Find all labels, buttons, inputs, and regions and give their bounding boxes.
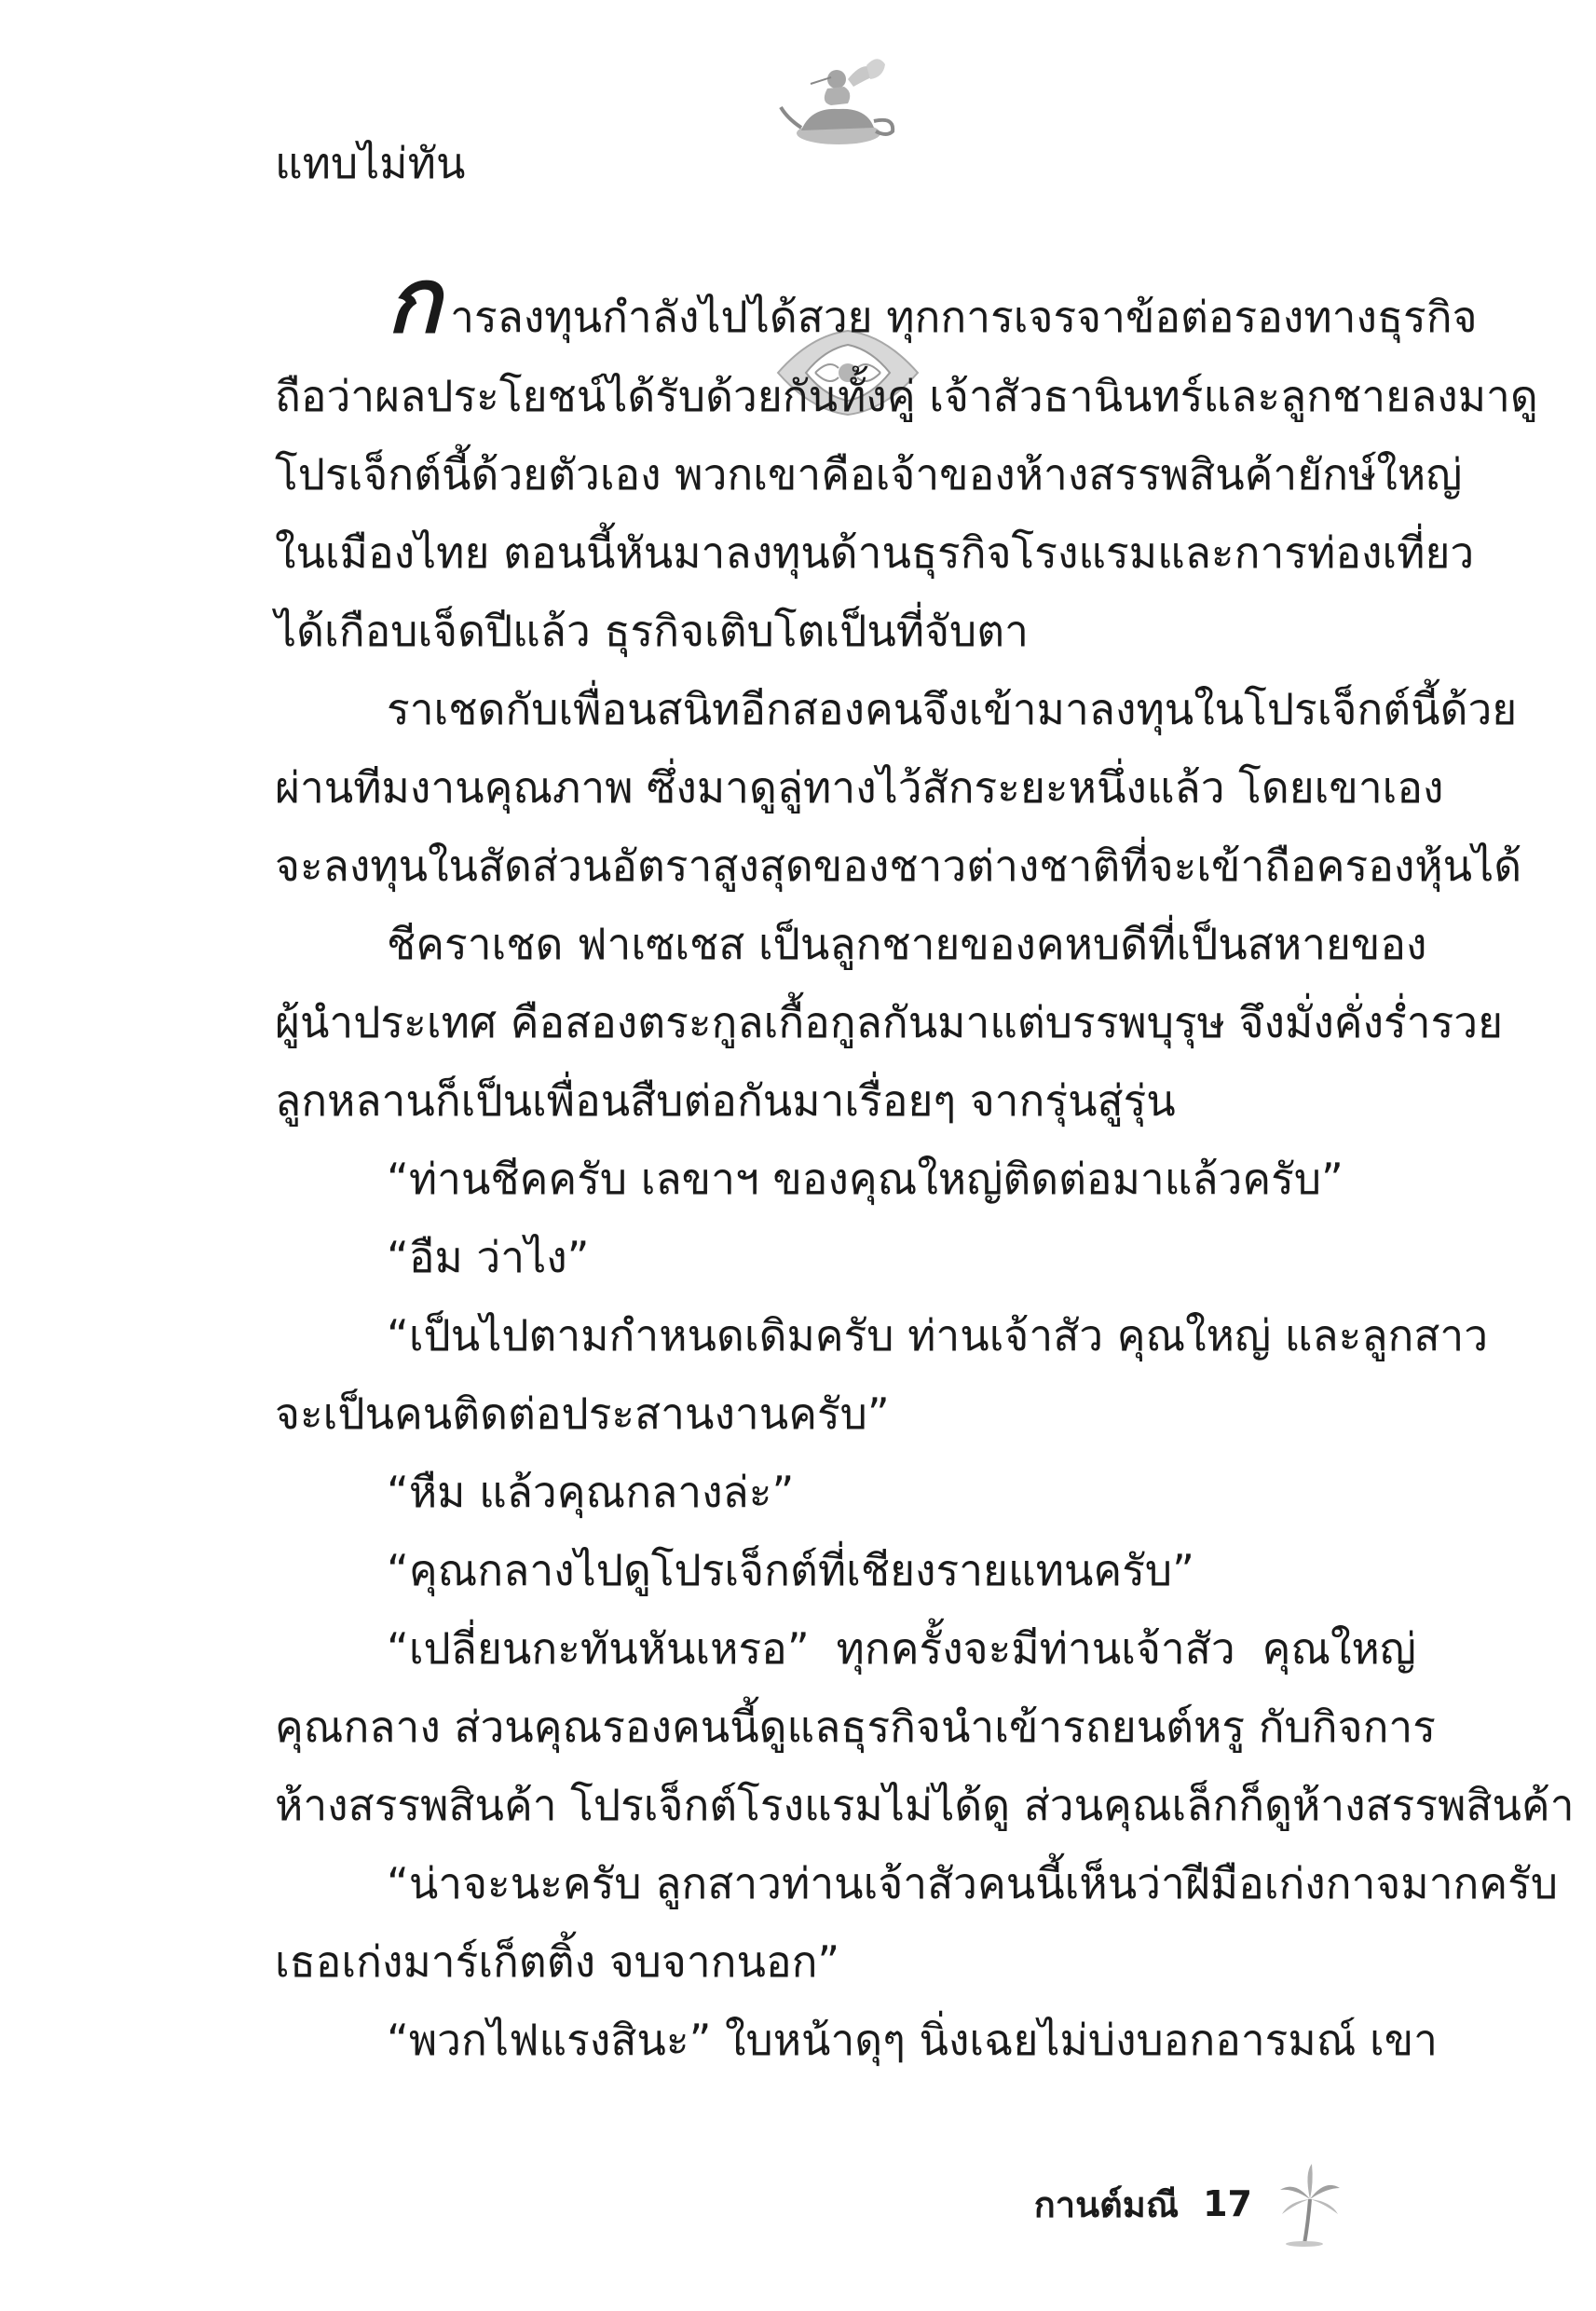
text-line: ถือว่าผลประโยชน์ได้รับด้วยกันทั้งคู่ เจ้าสัวธานินทร์และลูกชายลงมาดู	[275, 371, 1538, 421]
header-line-block	[275, 124, 1416, 202]
page-footer	[1025, 2162, 1342, 2246]
text-line: ชีคราเชด ฟาเซเชส เป็นลูกชายของคหบดีที่เป็นสหายของ	[387, 919, 1427, 969]
text-line: “หืม แล้วคุณกลางล่ะ”	[387, 1467, 795, 1517]
text-line: ราเชดกับเพื่อนสนิทอีกสองคนจึงเข้ามาลงทุนในโปรเจ็กต์นี้ด้วย	[387, 684, 1518, 734]
text-line: จะลงทุนในสัดส่วนอัตราสูงสุดของชาวต่างชาติที่จะเข้าถือครองหุ้นได้	[275, 841, 1522, 891]
text-line: ห้างสรรพสินค้า โปรเจ็กต์โรงแรมไม่ได้ดู ส่วนคุณเล็กก็ดูห้างสรรพสินค้า	[275, 1780, 1575, 1830]
page-number: 17	[1203, 2183, 1252, 2224]
text-line: “คุณกลางไปดูโปรเจ็กต์ที่เชียงรายแทนครับ”	[387, 1545, 1194, 1595]
header-line: แทบไม่ทัน	[275, 138, 466, 188]
text-line: ในเมืองไทย ตอนนี้หันมาลงทุนด้านธุรกิจโรงแรมและการท่องเที่ยว	[275, 527, 1475, 578]
text-line: จะเป็นคนติดต่อประสานงานครับ”	[275, 1388, 890, 1439]
text-line: ผ่านทีมงานคุณภาพ ซึ่งมาดูลู่ทางไว้สักระยะหนึ่งแล้ว โดยเขาเอง	[275, 762, 1444, 813]
text-line: ลูกหลานก็เป็นเพื่อนสืบต่อกันมาเรื่อยๆ จากรุ่นสู่รุ่น	[275, 1075, 1176, 1126]
text-line: ได้เกือบเจ็ดปีแล้ว ธุรกิจเติบโตเป็นที่จับตา	[275, 606, 1029, 656]
first-line	[275, 245, 1478, 357]
book-title: กานต์มณี	[1033, 2183, 1180, 2225]
text-line: “เป็นไปตามกำหนดเดิมครับ ท่านเจ้าสัว คุณใหญ่ และลูกสาว	[387, 1310, 1489, 1361]
text-line: “พวกไฟแรงสินะ” ใบหน้าดุๆ นิ่งเฉยไม่บ่งบอกอารมณ์ เขา	[387, 2015, 1438, 2065]
text-line: “เปลี่ยนกะทันหันเหรอ” ทุกครั้งจะมีท่านเจ้าสัว คุณใหญ่	[387, 1623, 1416, 1674]
text-line: คุณกลาง ส่วนคุณรองคนนี้ดูแลธุรกิจนำเข้ารถยนต์หรู กับกิจการ	[275, 1702, 1436, 1752]
text-line: ผู้นำประเทศ คือสองตระกูลเกื้อกูลกันมาแต่บรรพบุรุษ จึงมั่งคั่งร่ำรวย	[275, 997, 1504, 1047]
first-line-text: ารลงทุนกำลังไปได้สวย ทุกการเจรจาข้อต่อรองทางธุรกิจ	[450, 292, 1478, 342]
body-text	[275, 357, 1575, 2079]
text-line: “น่าจะนะครับ ลูกสาวท่านเจ้าสัวคนนี้เห็นว่าฝีมือเก่งกาจมากครับ	[387, 1858, 1559, 1908]
text-line: “ท่านชีคครับ เลขาฯ ของคุณใหญ่ติดต่อมาแล้วครับ”	[387, 1154, 1344, 1204]
text-line: “อืม ว่าไง”	[387, 1232, 590, 1282]
text-line: เธอเก่งมาร์เก็ตติ้ง จบจากนอก”	[275, 1936, 840, 1987]
drop-cap: ก	[387, 249, 442, 353]
palm-tree-icon	[1276, 2162, 1342, 2246]
text-line: โปรเจ็กต์นี้ด้วยตัวเอง พวกเขาคือเจ้าของห้างสรรพสินค้ายักษ์ใหญ่	[275, 449, 1463, 499]
